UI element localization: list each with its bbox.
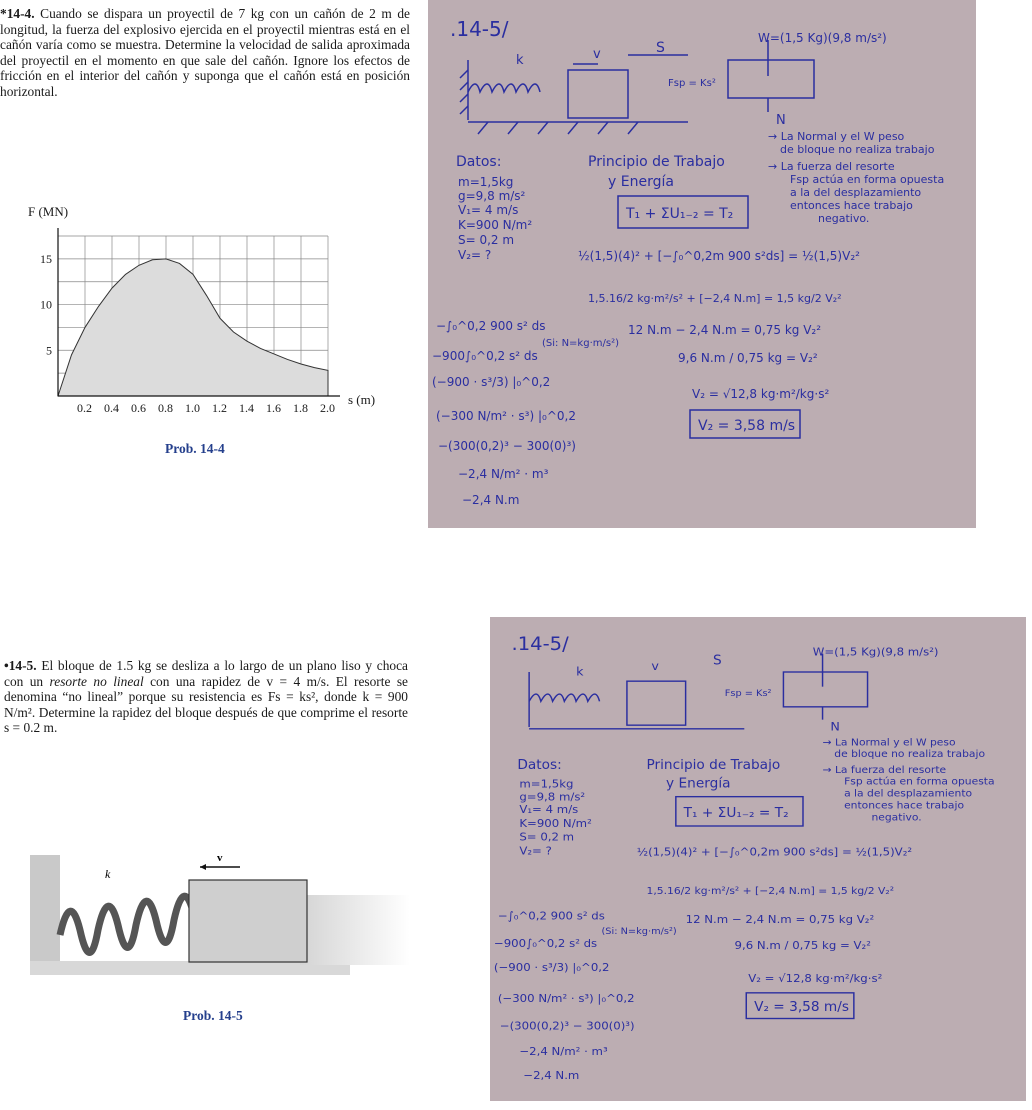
- notes-v: v: [651, 659, 659, 674]
- problem-statement: Cuando se dispara un proyectil de 7 kg con un cañón de 2 m de longitud, la fuerza del explosivo ejercida en el proyectil mientras está en el cañón varía como se muestra. Determine la velocidad de salida aproximada del proyectil en el momento en que sale del cañón. Ignore los efectos de fricción en el interior del cañón y suponga que el cañón está en posición horizontal.: [0, 6, 410, 99]
- note-line: → La Normal y el W peso: [822, 736, 956, 749]
- answer: V₂ = 3,58 m/s: [754, 1000, 850, 1016]
- y-tick-label: 5: [46, 343, 52, 358]
- wall: [30, 855, 60, 975]
- figure-caption: Prob. 14-5: [183, 1008, 243, 1023]
- x-tick-label: 0.6: [131, 401, 146, 415]
- spring-coil: [60, 896, 194, 952]
- x-tick-label: 1.2: [212, 401, 227, 415]
- spring-label: k: [105, 867, 111, 881]
- note-line: de bloque no realiza trabajo: [780, 143, 935, 156]
- datos-item: m=1,5kg: [519, 776, 574, 791]
- notes-fsp: Fsp = Ks²: [668, 78, 716, 89]
- integral-step: −900∫₀^0,2 s² ds: [432, 349, 538, 363]
- energy-equation: T₁ + ΣU₁₋₂ = T₂: [626, 206, 734, 222]
- datos-item: g=9,8 m/s²: [458, 189, 526, 203]
- notes-s: S: [713, 654, 722, 669]
- datos-item: K=900 N/m²: [458, 218, 533, 232]
- integral-step: −(300(0,2)³ − 300(0)³): [499, 1018, 635, 1033]
- equation-line: 9,6 N.m / 0,75 kg = V₂²: [678, 351, 818, 365]
- equation-line: 9,6 N.m / 0,75 kg = V₂²: [734, 938, 871, 952]
- datos-item: S= 0,2 m: [519, 830, 575, 844]
- x-tick-label: 1.6: [266, 401, 281, 415]
- integral-step: (−900 · s³/3) |₀^0,2: [493, 960, 610, 974]
- note-line: Fsp actúa en forma opuesta: [790, 173, 945, 186]
- handwritten-solution-photo: [428, 0, 976, 528]
- note-line: → La fuerza del resorte: [822, 764, 947, 776]
- x-tick-label: 1.0: [185, 401, 200, 415]
- force-displacement-chart: [28, 196, 398, 426]
- datos-item: S= 0,2 m: [458, 233, 515, 247]
- note-line: entonces hace trabajo: [844, 799, 965, 812]
- note-line: → La fuerza del resorte: [768, 160, 895, 173]
- x-tick-label: 2.0: [320, 401, 335, 415]
- figure-caption: Prob. 14-4: [165, 441, 225, 456]
- note-line: de bloque no realiza trabajo: [834, 748, 986, 761]
- datos-item: V₂= ?: [519, 843, 552, 858]
- equation-line: ½(1,5)(4)² + [−∫₀^0,2m 900 s²ds] = ½(1,5)V₂²: [578, 249, 860, 263]
- notes-weight: W=(1,5 Kg)(9,8 m/s²): [812, 644, 939, 659]
- datos-heading: Datos:: [456, 154, 502, 170]
- problem-statement-emphasis: resorte no lineal: [49, 673, 144, 689]
- x-tick-label: 0.4: [104, 401, 119, 415]
- integral-step: −2,4 N/m² · m³: [519, 1044, 608, 1059]
- answer: V₂ = 3,58 m/s: [698, 418, 796, 434]
- note-line: a la del desplazamiento: [790, 186, 922, 199]
- notes-heading: .14-5/: [450, 17, 509, 41]
- note-line: negativo.: [818, 212, 870, 225]
- y-tick-label: 10: [40, 297, 52, 312]
- datos-item: V₁= 4 m/s: [458, 203, 519, 217]
- principle-title: Principio de Trabajo: [646, 758, 781, 774]
- notes-heading: .14-5/: [511, 633, 569, 655]
- equation-line: V₂ = √12,8 kg·m²/kg·s²: [692, 387, 830, 401]
- x-tick-label: 0.2: [77, 401, 92, 415]
- principle-title: Principio de Trabajo: [588, 154, 725, 170]
- notes-v: v: [593, 47, 601, 62]
- note-line: negativo.: [871, 811, 922, 824]
- handwritten-solution-photo-duplicate: [490, 617, 1026, 1101]
- y-axis-label: F (MN): [28, 204, 69, 219]
- principle-title: y Energía: [666, 776, 731, 792]
- integral-step: −2,4 N.m: [462, 493, 520, 507]
- integral-step: −∫₀^0,2 900 s² ds: [497, 908, 605, 923]
- datos-item: V₂= ?: [458, 248, 492, 262]
- notes-s: S: [656, 40, 665, 56]
- note-line: → La Normal y el W peso: [768, 130, 905, 143]
- integral-step: (−900 · s³/3) |₀^0,2: [432, 375, 551, 389]
- problem-number: •14-5.: [4, 658, 37, 673]
- integral-step: −∫₀^0,2 900 s² ds: [436, 319, 546, 333]
- datos-item: g=9,8 m/s²: [519, 789, 586, 804]
- problem-statement-part: El bloque de 1.5 kg se desliza a lo largo de un plano liso y choca con un: [4, 658, 408, 689]
- notes-k: k: [516, 53, 524, 68]
- datos-item: K=900 N/m²: [519, 816, 592, 830]
- notes-normal: N: [830, 720, 840, 734]
- problem-statement-part: con una rapidez de v = 4 m/s. El resorte se denomina “no lineal” porque su resistencia es Fs = ks², donde k = 900 N/m². Determine la rapidez del bloque después de que comprime el resorte s = 0.2 m.: [4, 673, 408, 736]
- datos-item: V₁= 4 m/s: [519, 802, 579, 817]
- notes-fsp: Fsp = Ks²: [724, 688, 772, 699]
- integral-step: −2,4 N/m² · m³: [458, 467, 549, 481]
- note-line: Fsp actúa en forma opuesta: [844, 776, 995, 788]
- equation-line: 1,5.16/2 kg·m²/s² + [−2,4 N.m] = 1,5 kg/2 V₂²: [588, 292, 842, 305]
- problem-14-5-text: [4, 658, 408, 736]
- motion-blur: [300, 895, 410, 965]
- integral-step: −(300(0,2)³ − 300(0)³): [438, 439, 576, 453]
- problem-14-4-text: [0, 6, 410, 100]
- notes-k: k: [576, 665, 584, 679]
- note-line: entonces hace trabajo: [790, 199, 913, 212]
- equation-line: ½(1,5)(4)² + [−∫₀^0,2m 900 s²ds] = ½(1,5)V₂²: [636, 844, 913, 859]
- velocity-label: v: [217, 852, 223, 864]
- integral-step: −2,4 N.m: [523, 1068, 580, 1082]
- x-tick-label: 1.8: [293, 401, 308, 415]
- problem-number: *14-4.: [0, 6, 35, 21]
- energy-equation: T₁ + ΣU₁₋₂ = T₂: [683, 806, 789, 821]
- equation-line: V₂ = √12,8 kg·m²/kg·s²: [748, 971, 883, 985]
- unit-note: (Si: N=kg·m/s²): [542, 338, 619, 349]
- datos-heading: Datos:: [517, 758, 562, 774]
- integral-step: (−300 N/m² · s³) |₀^0,2: [436, 409, 576, 423]
- integral-step: −900∫₀^0,2 s² ds: [493, 936, 598, 950]
- x-axis-label: s (m): [348, 392, 376, 407]
- equation-line: 1,5.16/2 kg·m²/s² + [−2,4 N.m] = 1,5 kg/2 V₂²: [646, 885, 895, 897]
- notes-weight: W=(1,5 Kg)(9,8 m/s²): [758, 31, 887, 45]
- equation-line: 12 N.m − 2,4 N.m = 0,75 kg V₂²: [685, 912, 875, 927]
- notes-normal: N: [776, 113, 786, 128]
- y-tick-label: 15: [40, 251, 52, 266]
- spring-block-figure: [30, 845, 410, 985]
- x-tick-label: 1.4: [239, 401, 254, 415]
- note-line: a la del desplazamiento: [844, 787, 973, 800]
- integral-step: (−300 N/m² · s³) |₀^0,2: [497, 991, 635, 1005]
- equation-line: 12 N.m − 2,4 N.m = 0,75 kg V₂²: [628, 323, 822, 337]
- x-tick-label: 0.8: [158, 401, 173, 415]
- block: [189, 880, 307, 962]
- principle-title: y Energía: [608, 174, 674, 190]
- datos-item: m=1,5kg: [458, 175, 514, 189]
- unit-note: (Si: N=kg·m/s²): [601, 926, 677, 938]
